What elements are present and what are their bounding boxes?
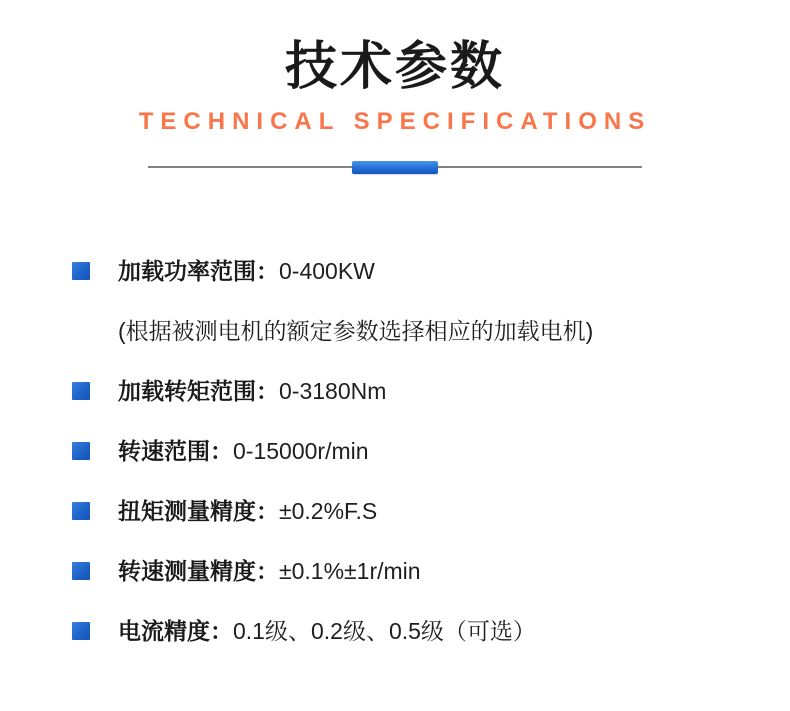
- spec-label: 扭矩测量精度：: [118, 498, 279, 525]
- bullet-square-icon: [72, 502, 90, 520]
- bullet-square-icon: [72, 442, 90, 460]
- spec-value: 0-3180Nm: [279, 378, 387, 405]
- bullet-square-icon: [72, 262, 90, 280]
- spec-value: (根据被测电机的额定参数选择相应的加载电机): [118, 318, 594, 345]
- page-title: 技术参数: [284, 38, 505, 96]
- spec-value: 0-15000r/min: [233, 438, 369, 465]
- page-subtitle: TECHNICAL SPECIFICATIONS: [138, 108, 652, 136]
- spec-list-item: [72, 496, 760, 526]
- spec-list-item: [72, 316, 760, 346]
- spec-label: 转速测量精度：: [118, 558, 279, 585]
- spec-list-item: [72, 376, 760, 406]
- spec-list-item: [72, 616, 760, 646]
- spec-list-item: [72, 556, 760, 586]
- spec-value: 0-400KW: [279, 258, 375, 285]
- spec-label: 加载功率范围：: [118, 258, 279, 285]
- spec-label: 转速范围：: [118, 438, 233, 465]
- spec-list-item: [72, 256, 760, 286]
- spec-value: ±0.1%±1r/min: [279, 558, 421, 585]
- divider-accent-bar: [352, 161, 438, 174]
- bullet-square-icon: [72, 562, 90, 580]
- spec-value: ±0.2%F.S: [279, 498, 378, 525]
- bullet-square-icon: [72, 622, 90, 640]
- bullet-square-icon: [72, 382, 90, 400]
- spec-list-item: [72, 436, 760, 466]
- spec-label: 电流精度：: [118, 618, 233, 645]
- section-header: [0, 0, 790, 174]
- spec-label: 加载转矩范围：: [118, 378, 279, 405]
- spec-list: [0, 256, 790, 646]
- divider: [148, 160, 642, 174]
- spec-value: 0.1级、0.2级、0.5级（可选）: [233, 618, 536, 645]
